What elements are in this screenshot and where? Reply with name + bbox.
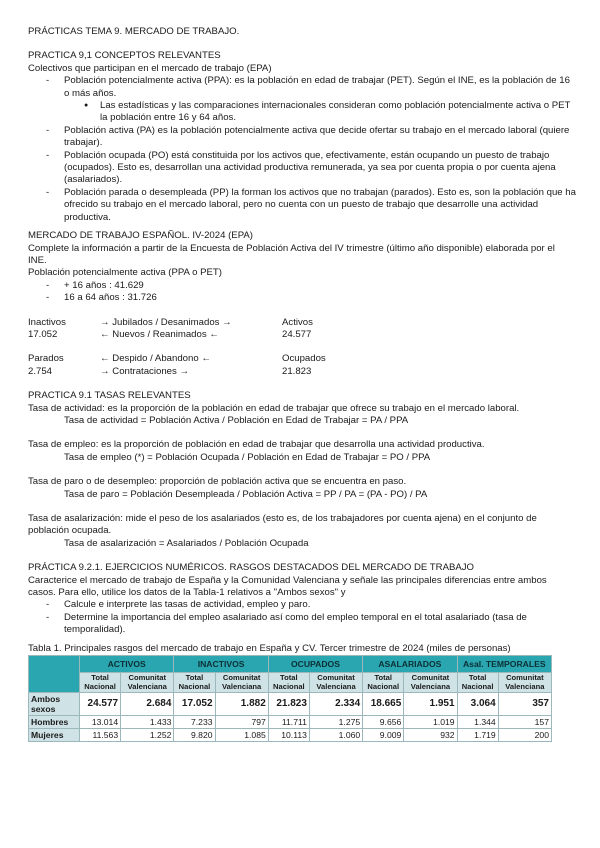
table-cell: 1.882: [215, 693, 268, 716]
flow-label: Parados: [28, 353, 64, 365]
flow-label: Activos: [282, 316, 313, 328]
paragraph: Caracterice el mercado de trabajo de España y la Comunidad Valenciana y señale las principales diferencias entre ambos casos. Para ello, utilice los datos de la Tabla-1 relativos a "Ambos sexos" y: [28, 574, 547, 599]
section-heading: PRÁCTICA 9.2.1. EJERCICIOS NUMÉRICOS. RASGOS DESTACADOS DEL MERCADO DE TRABAJO: [28, 562, 475, 574]
definition: Tasa de empleo: es la proporción de población en edad de trabajar que desarrolla una actividad productiva.: [28, 439, 485, 451]
table-subheader: Comunitat Valenciana: [215, 673, 268, 693]
table-cell: 3.064: [457, 693, 498, 716]
paragraph: Población potencialmente activa (PPA o PET): [28, 267, 222, 279]
table-cell: 1.019: [404, 716, 457, 729]
table-cell: 1.433: [121, 716, 174, 729]
table-subheader: Total Nacional: [457, 673, 498, 693]
table-cell: 1.252: [121, 729, 174, 742]
paragraph: Colectivos que participan en el mercado de trabajo (EPA): [28, 62, 272, 74]
labor-flow-diagram: [28, 317, 576, 379]
list-item: - 16 a 64 años : 31.726: [28, 292, 576, 304]
flow-arrow: ← Despido / Abandono ←: [100, 353, 211, 365]
table-cell: 11.711: [268, 716, 309, 729]
table-cell: 1.344: [457, 716, 498, 729]
table-cell: 157: [498, 716, 551, 729]
row-label: Ambos sexos: [29, 693, 80, 716]
formula: Tasa de empleo (*) = Población Ocupada / Población en Edad de Trabajar = PO / PPA: [64, 451, 431, 463]
table-cell: 1.275: [309, 716, 362, 729]
flow-value: 17.052: [28, 328, 58, 340]
table-cell: 357: [498, 693, 551, 716]
definition: Tasa de actividad: es la proporción de la población en edad de trabajar que ofrece su trabajo en el mercado laboral.: [28, 402, 520, 414]
table-cell: 200: [498, 729, 551, 742]
section-heading: MERCADO DE TRABAJO ESPAÑOL. IV-2024 (EPA): [28, 230, 253, 242]
table-cell: 1.719: [457, 729, 498, 742]
table-cell: 2.334: [309, 693, 362, 716]
row-label: Hombres: [29, 716, 80, 729]
formula: Tasa de asalarización = Asalariados / Población Ocupada: [64, 537, 309, 549]
flow-arrow: → Jubilados / Desanimados →: [100, 316, 232, 328]
list-item: - Población activa (PA) es la población potencialmente activa que decide ofertar su trabajo en el mercado laboral (quiere trabajar).: [28, 125, 576, 150]
paragraph: Complete la información a partir de la Encuesta de Población Activa del IV trimestre (último año disponible) elaborada por el INE.: [28, 242, 555, 266]
table-cell: 2.684: [121, 693, 174, 716]
table-cell: 10.113: [268, 729, 309, 742]
table-subheader: Total Nacional: [268, 673, 309, 693]
list-item: - Población potencialmente activa (PPA): es la población en edad de trabajar (PET). Según el INE, es la población de 16 o más años.: [28, 75, 576, 100]
list-item: - Calcule e interprete las tasas de actividad, empleo y paro.: [28, 599, 576, 611]
flow-value: 2.754: [28, 365, 53, 377]
table-cell: 1.085: [215, 729, 268, 742]
document-page: [28, 26, 576, 742]
table-cell: 797: [215, 716, 268, 729]
table-caption: Tabla 1. Principales rasgos del mercado de trabajo en España y CV. Tercer trimestre de 2024 (miles de personas): [28, 642, 511, 654]
table-row: [29, 729, 552, 742]
table-group-header: INACTIVOS: [174, 656, 268, 673]
table-subheader: Comunitat Valenciana: [498, 673, 551, 693]
definition: Tasa de paro o de desempleo: proporción de población activa que se encuentra en paso.: [28, 476, 407, 488]
flow-label: Ocupados: [282, 353, 326, 365]
formula: Tasa de actividad = Población Activa / Población en Edad de Trabajar = PA / PPA: [64, 414, 409, 426]
table-cell: 7.233: [174, 716, 215, 729]
table-cell: 24.577: [80, 693, 121, 716]
formula: Tasa de paro = Población Desempleada / Población Activa = PP / PA = (PA - PO) / PA: [64, 488, 428, 500]
list-item: ● Las estadísticas y las comparaciones internacionales consideran como población potencialmente activa o PET la población entre 16 y 64 años.: [28, 100, 576, 125]
table-subheader: Comunitat Valenciana: [404, 673, 457, 693]
table-cell: 13.014: [80, 716, 121, 729]
table-group-header: ACTIVOS: [80, 656, 174, 673]
flow-value: 21.823: [282, 365, 312, 377]
list-item: - Determine la importancia del empleo asalariado así como del empleo temporal en el total asalariado (tasa de temporalidad).: [28, 612, 576, 637]
table-cell: 1.951: [404, 693, 457, 716]
bullet-list: [28, 599, 576, 636]
table-subheader: Total Nacional: [80, 673, 121, 693]
flow-value: 24.577: [282, 328, 312, 340]
list-item: - Población parada o desempleada (PP) la forman los activos que no trabajan (parados). Esto es, son la población que ha ofrecido su trabajo en el mercado laboral, pero no cuenta con un puesto de trabajo que desarrolle una actividad productiva.: [28, 187, 576, 224]
list-item: - Población ocupada (PO) está constituida por los activos que, efectivamente, están ocupando un puesto de trabajo (ocupados). Esto es, desarrollan una actividad productiva remunerada, ya sea por cuenta propia o por cuenta ajena (asalariados).: [28, 150, 576, 187]
table-row: [29, 716, 552, 729]
table-group-header: Asal. TEMPORALES: [457, 656, 551, 673]
document-title: PRÁCTICAS TEMA 9. MERCADO DE TRABAJO.: [28, 26, 240, 37]
list-item: - + 16 años : 41.629: [28, 280, 576, 292]
definition: Tasa de asalarización: mide el peso de los asalariados (esto es, de los trabajadores por cuenta ajena) en el conjunto de población ocupada.: [28, 513, 537, 537]
table-subheader: Comunitat Valenciana: [121, 673, 174, 693]
section-heading: PRACTICA 9.1 TASAS RELEVANTES: [28, 390, 191, 402]
table-subheader: Total Nacional: [363, 673, 404, 693]
flow-arrow: → Contrataciones →: [100, 365, 190, 377]
table-group-header: ASALARIADOS: [363, 656, 457, 673]
table-subheader: Comunitat Valenciana: [309, 673, 362, 693]
table-subheader: Total Nacional: [174, 673, 215, 693]
table-cell: 18.665: [363, 693, 404, 716]
table-cell: 9.656: [363, 716, 404, 729]
table-row: [29, 693, 552, 716]
section-heading: PRACTICA 9,1 CONCEPTOS RELEVANTES: [28, 50, 221, 62]
table-cell: 9.820: [174, 729, 215, 742]
table-cell: 11.563: [80, 729, 121, 742]
table-cell: 9.009: [363, 729, 404, 742]
table-corner: [29, 656, 80, 693]
table-cell: 21.823: [268, 693, 309, 716]
flow-arrow: ← Nuevos / Reanimados ←: [100, 328, 219, 340]
bullet-list: [28, 75, 576, 224]
table-cell: 932: [404, 729, 457, 742]
table-cell: 17.052: [174, 693, 215, 716]
bullet-list: [28, 280, 576, 305]
labor-market-table: [28, 655, 552, 742]
row-label: Mujeres: [29, 729, 80, 742]
table-group-header: OCUPADOS: [268, 656, 362, 673]
table-cell: 1.060: [309, 729, 362, 742]
flow-label: Inactivos: [28, 316, 66, 328]
